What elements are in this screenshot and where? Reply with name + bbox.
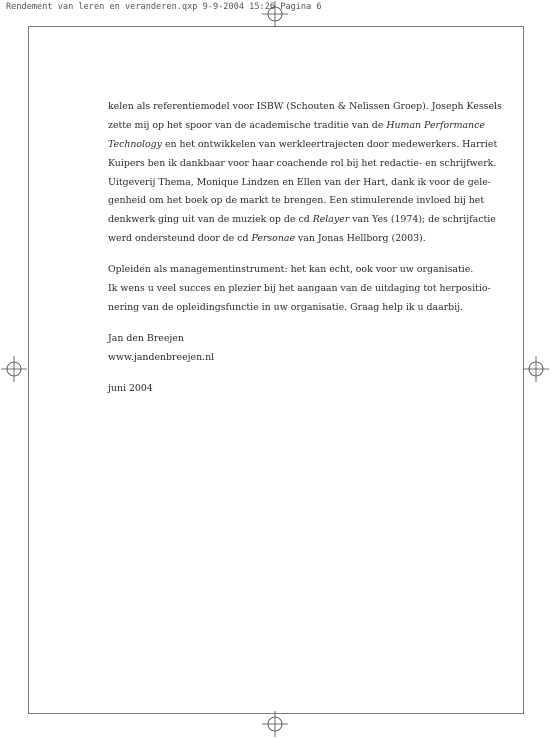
registration-crosshair-icon [262, 1, 288, 27]
text-run: werd ondersteund door de cd [108, 233, 252, 245]
body-text [108, 98, 502, 398]
acknowledgements-paragraph [108, 98, 502, 249]
text-run: en het ontwikkelen van werkleertrajecten door medewerkers. Harriet [161, 138, 498, 150]
text-line [108, 117, 488, 136]
text-line [108, 155, 497, 174]
text-run: zette mij op het spoor van de academische traditie van de [108, 119, 387, 131]
text-line [108, 98, 502, 117]
italic-title: Personae [251, 233, 295, 245]
italic-title: Human Performance [386, 119, 485, 131]
text-run: kelen als referentiemodel voor ISBW (Schouten & Nelissen Groep). Joseph Kessels [108, 101, 502, 112]
text-run: van Jonas Hellborg (2003). [295, 233, 426, 245]
date-line: juni 2004 [108, 382, 153, 394]
text-line [108, 280, 491, 299]
text-line [108, 211, 496, 230]
text-run: Uitgeverij Thema, Monique Lindzen en Ellen van der Hart, dank ik voor de gele- [108, 176, 491, 188]
print-slug: Rendement van leren en veranderen.qxp 9-9-2004 15:26 Pagina 6 [6, 2, 322, 12]
author-name: Jan den Breejen [108, 332, 184, 344]
registration-crosshair-icon [262, 711, 288, 737]
text-run: Kuipers ben ik dankbaar voor haar coachende rol bij het redactie- en schrijfwerk. [108, 157, 497, 169]
registration-crosshair-icon [523, 356, 549, 382]
text-line [108, 192, 488, 211]
text-run: nering van de opleidingsfunctie in uw organisatie. Graag help ik u daarbij. [108, 301, 464, 313]
text-run: Ik wens u veel succes en plezier bij het aangaan van de uitdaging tot herpositio- [108, 283, 491, 295]
text-run: genheid om het boek op de markt te brengen. Een stimulerende invloed bij het [108, 195, 485, 207]
text-line [108, 174, 491, 193]
registration-crosshair-icon [1, 356, 27, 382]
italic-title: Technology [108, 138, 162, 150]
text-line [108, 261, 488, 280]
text-line [108, 136, 498, 155]
author-website: www.jandenbreejen.nl [108, 351, 215, 363]
text-run: Opleiden als managementinstrument: het kan echt, ook voor uw organisatie. [108, 264, 474, 276]
closing-paragraph [108, 261, 491, 318]
text-line [108, 230, 488, 249]
italic-title: Relayer [312, 214, 350, 226]
text-line [108, 299, 488, 318]
text-run: denkwerk ging uit van de muziek op de cd [108, 214, 313, 226]
text-run: van Yes (1974); de schrijfactie [349, 214, 496, 226]
